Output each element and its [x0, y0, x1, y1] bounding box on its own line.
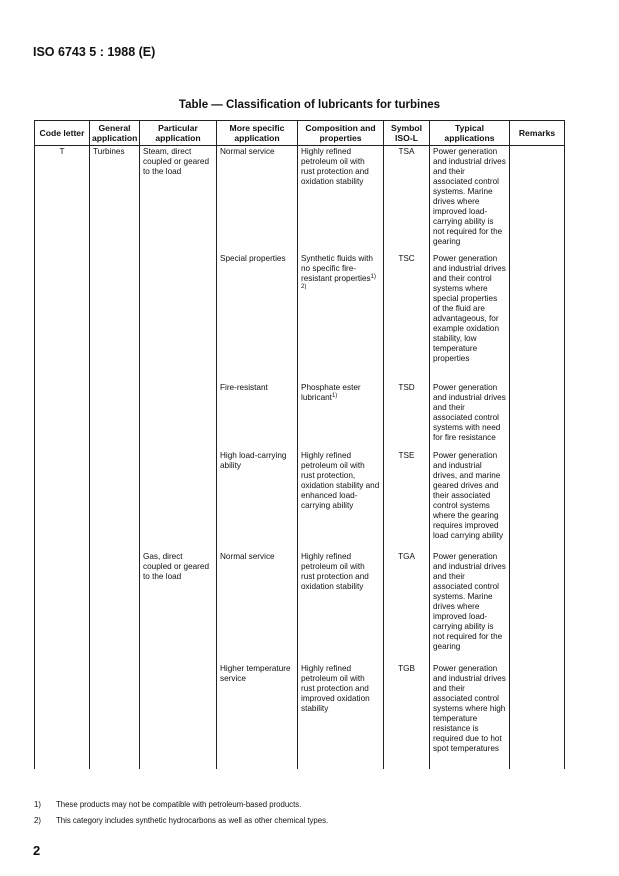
specific-cell: Normal service — [217, 146, 298, 253]
remarks-cell — [510, 146, 565, 769]
symbol-cell: TGB — [384, 663, 430, 769]
table-header-row — [35, 121, 565, 146]
symbol-cell: TSC — [384, 253, 430, 382]
footnote-text: These products may not be compatible with petroleum-based products. — [56, 800, 302, 809]
table-title: Table — Classification of lubricants for turbines — [178, 99, 441, 111]
footnote-text: This category includes synthetic hydrocarbons as well as other chemical types. — [56, 816, 329, 825]
typical-cell: Power generation and industrial drives and their associated control systems. Marine drives where improved load-carrying ability is not required for the gearing — [430, 551, 510, 663]
specific-cell: Normal service — [217, 551, 298, 663]
table-row — [35, 146, 565, 253]
col-general-application: General application — [90, 121, 140, 146]
symbol-cell: TSD — [384, 382, 430, 450]
symbol-cell: TSE — [384, 450, 430, 551]
page-number: 2 — [33, 843, 41, 858]
footnote-1 — [34, 800, 301, 809]
footnote-ref: 1) 2) — [301, 273, 376, 290]
typical-cell: Power generation and industrial drives and their associated control systems where high temperature resistance is required due to hot spot temperatures — [430, 663, 510, 769]
composition-text: Phosphate ester lubricant — [301, 382, 361, 402]
typical-cell: Power generation and industrial drives and their control systems where special properties of the fluid are advantageous, for example oxidation stability, low temperature properties — [430, 253, 510, 382]
col-remarks: Remarks — [510, 121, 565, 146]
particular-steam-cell: Steam, direct coupled or geared to the load — [140, 146, 217, 551]
typical-cell: Power generation and industrial drives and their associated control systems. Marine drives where improved load-carrying ability is not required for the gearing — [430, 146, 510, 253]
specific-cell: Higher temperature service — [217, 663, 298, 769]
composition-cell — [298, 253, 384, 382]
footnote-number: 1) — [34, 800, 41, 809]
col-composition: Composition and properties — [298, 121, 384, 146]
col-typical-applications: Typical applications — [430, 121, 510, 146]
code-letter-cell: T — [35, 146, 90, 769]
symbol-cell: TGA — [384, 551, 430, 663]
specific-cell: Fire-resistant — [217, 382, 298, 450]
composition-cell: Highly refined petroleum oil with rust protection and oxidation stability — [298, 146, 384, 253]
composition-text: Synthetic fluids with no specific fire-resistant properties — [301, 253, 373, 283]
lubricant-classification-table — [34, 120, 565, 769]
footnote-2 — [34, 816, 328, 825]
typical-cell: Power generation and industrial drives, and marine geared drives and their associated control systems where the gearing requires improved load carrying ability — [430, 450, 510, 551]
composition-cell: Highly refined petroleum oil with rust protection, oxidation stability and enhanced load-carrying ability — [298, 450, 384, 551]
footnote-number: 2) — [34, 816, 41, 825]
col-more-specific-application: More specific application — [217, 121, 298, 146]
composition-cell: Highly refined petroleum oil with rust protection and oxidation stability — [298, 551, 384, 663]
composition-cell: Highly refined petroleum oil with rust protection and improved oxidation stability — [298, 663, 384, 769]
typical-cell: Power generation and industrial drives and their associated control systems with need for fire resistance — [430, 382, 510, 450]
specific-cell: High load-carrying ability — [217, 450, 298, 551]
particular-gas-cell: Gas, direct coupled or geared to the load — [140, 551, 217, 769]
standard-header: ISO 6743 5 : 1988 (E) — [33, 45, 156, 59]
col-symbol: Symbol ISO-L — [384, 121, 430, 146]
footnote-ref: 1) — [331, 392, 338, 399]
col-particular-application: Particular application — [140, 121, 217, 146]
symbol-cell: TSA — [384, 146, 430, 253]
col-code-letter: Code letter — [35, 121, 90, 146]
general-application-cell: Turbines — [90, 146, 140, 769]
composition-cell — [298, 382, 384, 450]
specific-cell: Special properties — [217, 253, 298, 382]
